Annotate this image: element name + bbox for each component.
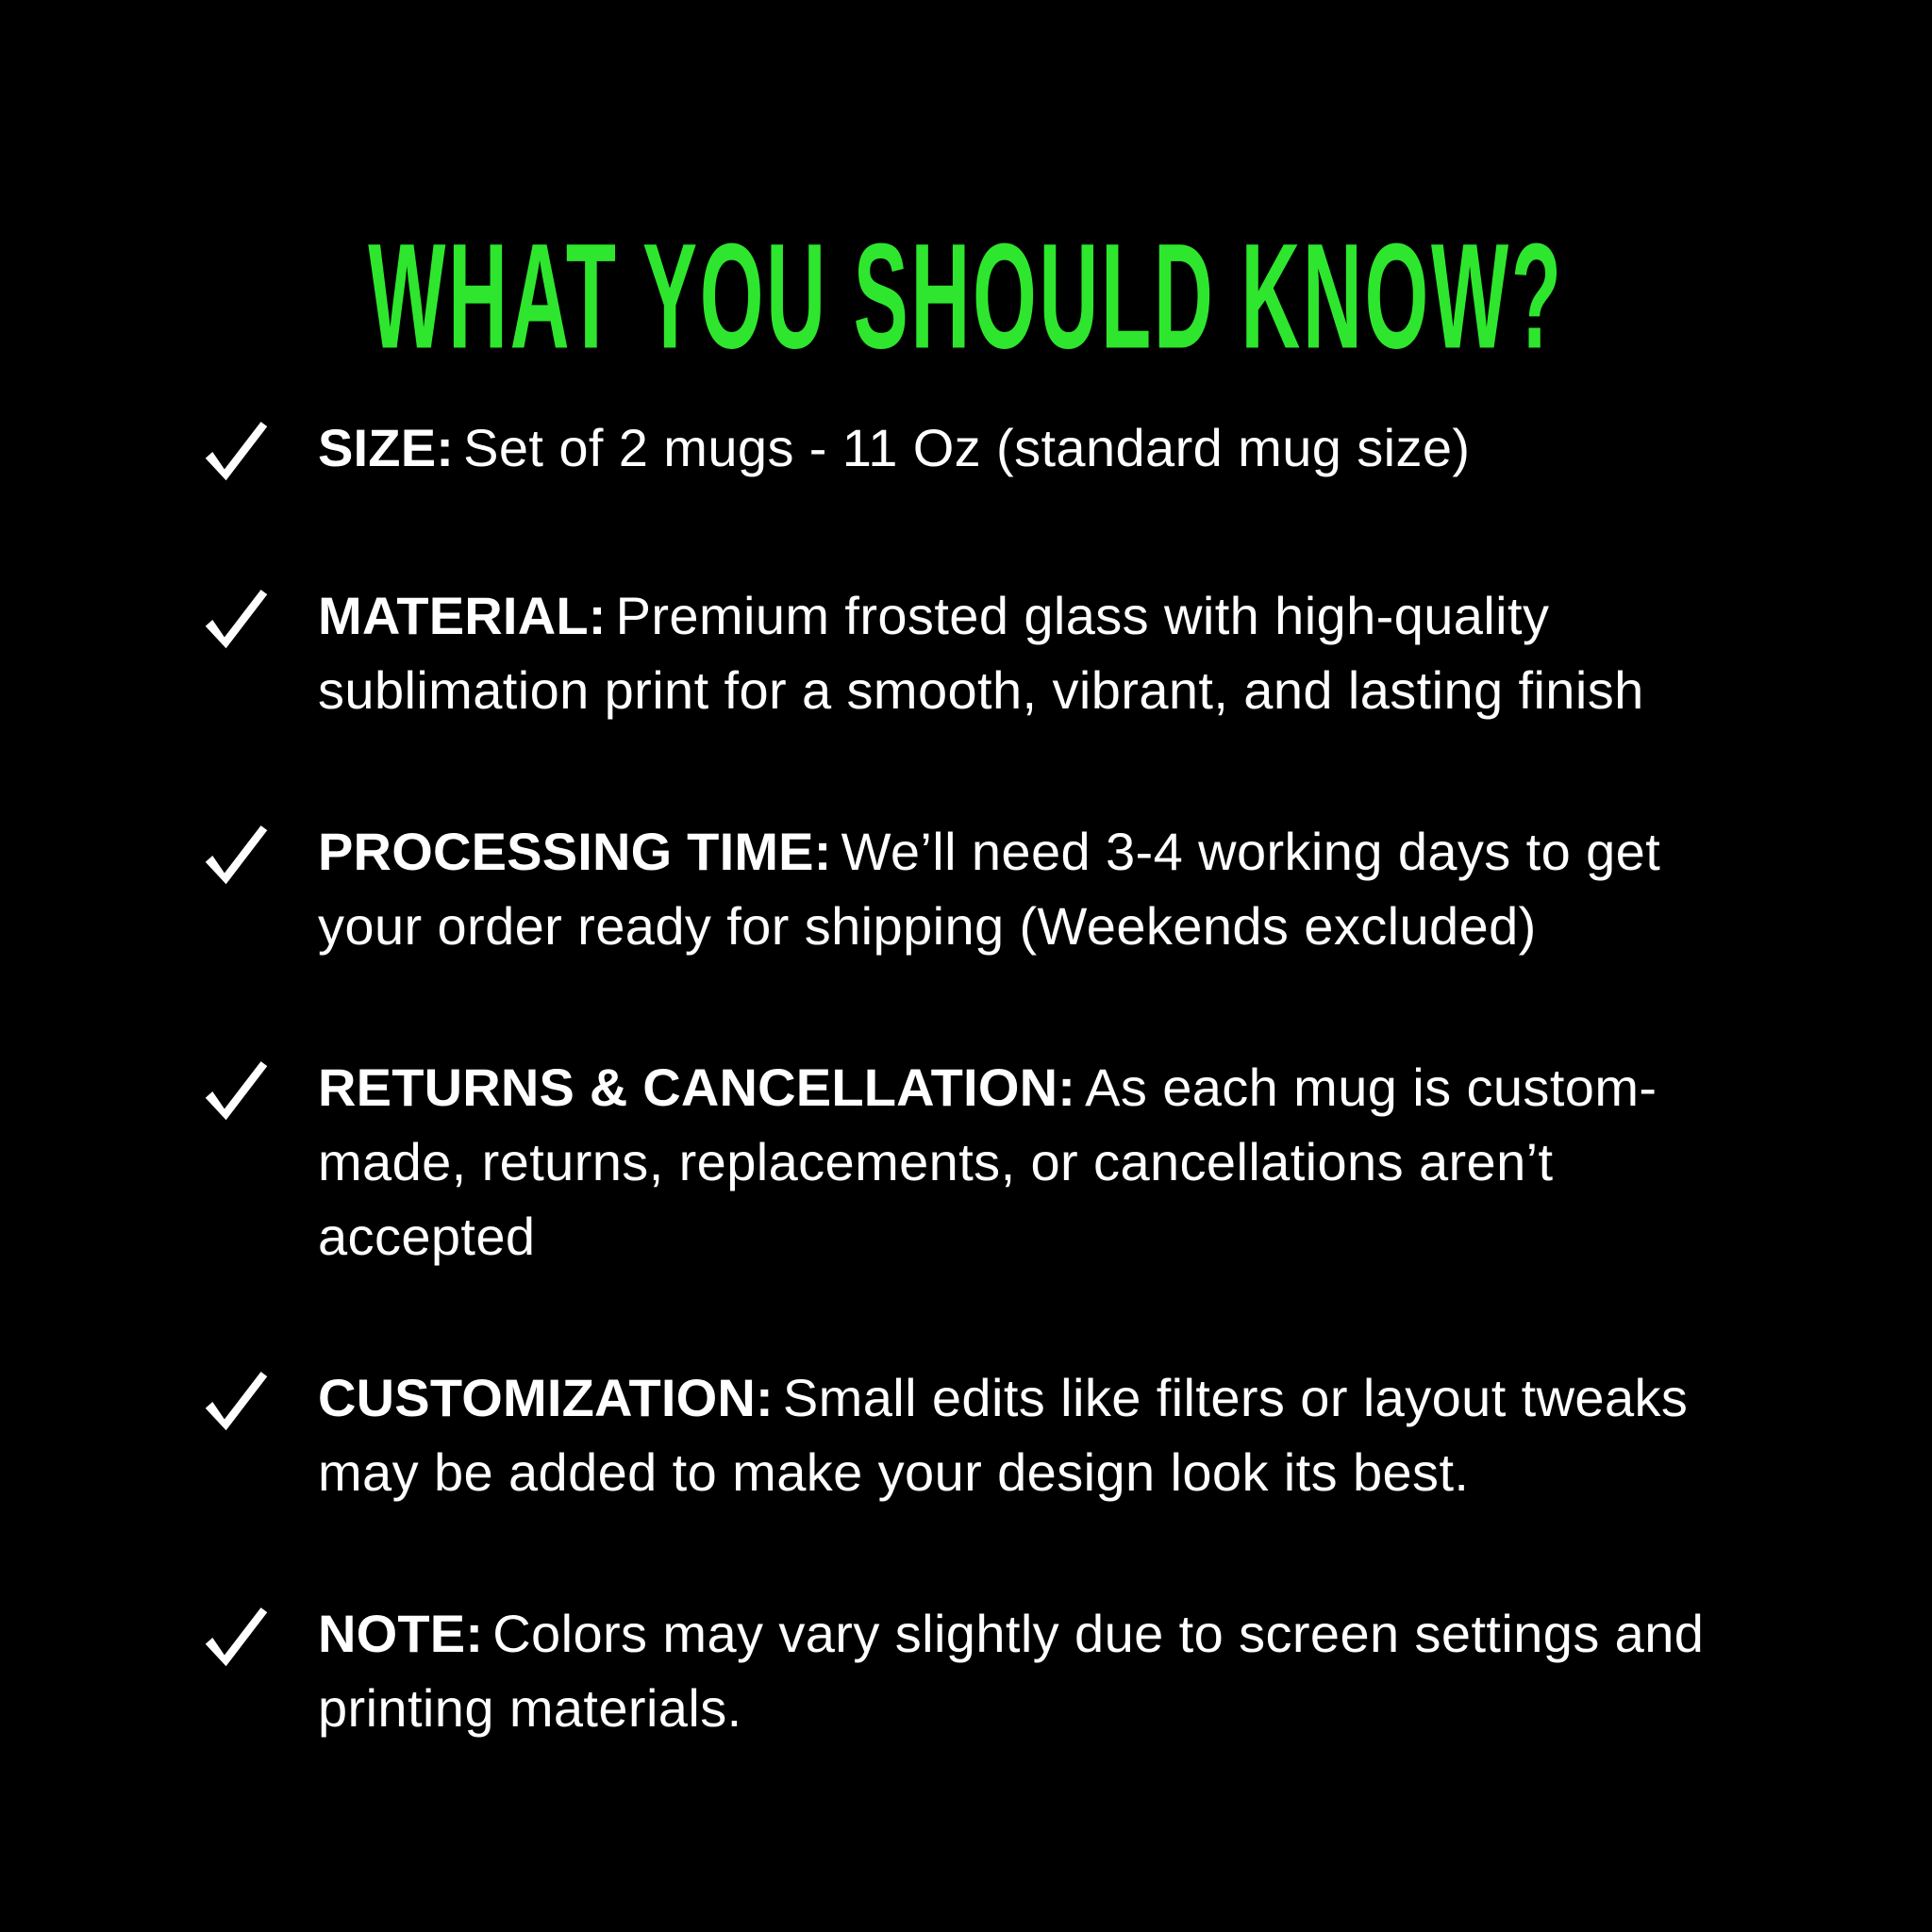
list-item-text (318, 410, 1470, 485)
item-body: We’ll need 3-4 working days to get your order ready for shipping (Weekends excluded) (318, 822, 1661, 956)
check-icon (193, 1596, 318, 1677)
list-item-material (193, 578, 1743, 727)
item-body: As each mug is custom-made, returns, replacements, or cancellations aren’t accepted (318, 1058, 1657, 1266)
item-body: Premium frosted glass with high-quality sublimation print for a smooth, vibrant, and lasting finish (318, 586, 1644, 720)
item-body: Set of 2 mugs - 11 Oz (standard mug size) (463, 418, 1471, 477)
item-label: CUSTOMIZATION: (318, 1368, 774, 1427)
item-body: Small edits like filters or layout tweaks may be added to make your design look its best. (318, 1368, 1689, 1502)
check-icon (193, 814, 318, 895)
page-title: WHAT YOU SHOULD KNOW? (368, 212, 1564, 381)
list-item-text (318, 1360, 1743, 1509)
item-label: MATERIAL: (318, 586, 607, 645)
item-label: SIZE: (318, 418, 455, 477)
item-body: Colors may vary slightly due to screen settings and printing materials. (318, 1604, 1705, 1738)
list-item-customization (193, 1360, 1743, 1509)
list-item-text (318, 814, 1743, 963)
list-item-note (193, 1596, 1743, 1745)
check-icon (193, 1360, 318, 1441)
list-item-processing-time (193, 814, 1743, 963)
list-item-text (318, 1050, 1743, 1274)
check-icon (193, 578, 318, 659)
list-item-returns-cancellation (193, 1050, 1743, 1274)
item-label: PROCESSING TIME: (318, 822, 832, 881)
check-icon (193, 410, 318, 491)
list-item-text (318, 578, 1743, 727)
title-row (0, 200, 1932, 393)
list-item-size (193, 410, 1743, 491)
check-icon (193, 1050, 318, 1131)
item-label: RETURNS & CANCELLATION: (318, 1058, 1076, 1117)
list-item-text (318, 1596, 1743, 1745)
info-list (0, 410, 1932, 1745)
item-label: NOTE: (318, 1604, 484, 1663)
